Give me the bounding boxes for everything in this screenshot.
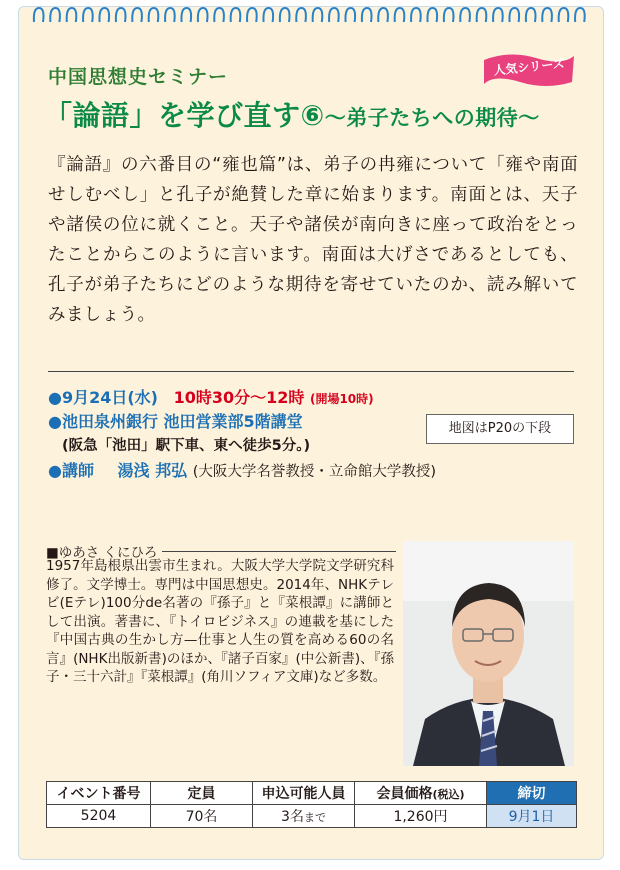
spiral-loop [542, 8, 552, 22]
event-access [62, 434, 310, 455]
spiral-loop [378, 8, 388, 22]
bio-text: 1957年島根県出雲市生まれ。大阪大学大学院文学研究科修了。文学博士。専門は中国思想史。2014年、NHKテレビ(Eテレ)100分de名著の『孫子』と『菜根譚』に講師として出演。著書に、『トイロビジネス』の連載を基にした『中国古典の生かし方—仕事と人生の質を高める60の名言』(NHK出版新書)のほか、『諸子百家』(中公新書)、『孫子・三十六計』『菜根譚』(角川ソフィア文庫)など多数。 [46, 558, 394, 685]
page-title [44, 94, 540, 134]
spiral-loop [329, 8, 339, 22]
lecturer-label: ●講師 [48, 461, 94, 480]
spiral-loop [34, 8, 44, 22]
event-date: ●9月24日(水) [48, 388, 158, 407]
member-price-tax-note: (税込) [432, 788, 465, 801]
spiral-loop [165, 8, 175, 22]
header-deadline: 締切 [487, 782, 577, 805]
cell-deadline: 9月1日 [487, 805, 577, 828]
spiral-loop [247, 8, 257, 22]
header-member-price [355, 782, 487, 805]
cell-capacity: 70名 [151, 805, 253, 828]
spiral-loop [493, 8, 503, 22]
lecturer-name: 湯浅 邦弘 [117, 461, 188, 480]
spiral-loop [427, 8, 437, 22]
event-time: 10時30分〜12時 [173, 388, 305, 407]
spiral-loop [362, 8, 372, 22]
spiral-binding [30, 4, 590, 26]
event-date-row [48, 385, 374, 408]
divider [48, 371, 574, 372]
available-count: 3名 [281, 809, 304, 825]
spiral-loop [526, 8, 536, 22]
spiral-loop [509, 8, 519, 22]
spiral-loop [99, 8, 109, 22]
spiral-loop [263, 8, 273, 22]
event-venue: ●池田泉州銀行 池田営業部5階講堂 [48, 412, 303, 431]
spiral-loop [67, 8, 77, 22]
spiral-loop [411, 8, 421, 22]
spiral-loop [198, 8, 208, 22]
map-note: 地図はP20の下段 [426, 414, 574, 444]
lecturer-row [48, 458, 436, 481]
event-info-table [46, 781, 577, 828]
spiral-loop [575, 8, 585, 22]
header-available: 申込可能人員 [253, 782, 355, 805]
title-sub: 〜弟子たちへの期待〜 [324, 106, 540, 130]
series-title: 中国思想史セミナー [48, 66, 229, 88]
spiral-loop [214, 8, 224, 22]
member-price-label: 会員価格 [376, 786, 433, 802]
table-row [47, 805, 577, 828]
bio-heading-line [162, 551, 396, 552]
bio-heading-text: ■ゆあさ くにひろ [46, 545, 158, 561]
spiral-loop [313, 8, 323, 22]
cell-event-number: 5204 [47, 805, 151, 828]
spiral-loop [444, 8, 454, 22]
spiral-loop [181, 8, 191, 22]
spiral-loop [231, 8, 241, 22]
spiral-loop [116, 8, 126, 22]
event-open-time: (開場10時) [309, 392, 374, 406]
spiral-loop [395, 8, 405, 22]
spiral-loop [296, 8, 306, 22]
lecturer-photo [403, 541, 574, 766]
intro-paragraph: 『論語』の六番目の“雍也篇”は、弟子の冉雍について「雍や南面せしむべし」と孔子が絶賛した章に始まります。南面とは、天子や諸侯の位に就くこと。天子や諸侯が南向きに座って政治をとったことからこのように言います。南面は大げさであるとしても、孔子が弟子たちにどのような期待を寄せていたのか、読み解いてみましょう。 [48, 155, 578, 325]
spiral-loop [477, 8, 487, 22]
spiral-loop [559, 8, 569, 22]
spiral-loop [280, 8, 290, 22]
spiral-loop [345, 8, 355, 22]
spiral-loop [460, 8, 470, 22]
header-event-number: イベント番号 [47, 782, 151, 805]
popular-series-badge: 人気シリーズ [492, 56, 566, 78]
intro-text [48, 150, 578, 330]
lecturer-portrait-image [403, 541, 574, 766]
header-capacity: 定員 [151, 782, 253, 805]
table-header-row [47, 782, 577, 805]
cell-available [253, 805, 355, 828]
spiral-loop [50, 8, 60, 22]
cell-member-price: 1,260円 [355, 805, 487, 828]
available-suffix: まで [303, 811, 326, 824]
access-text: (阪急「池田」駅下車、東へ徒歩5分。) [62, 438, 311, 454]
title-main: 「論語」を学び直す⑥ [44, 99, 325, 132]
spiral-loop [83, 8, 93, 22]
spiral-loop [132, 8, 142, 22]
lecturer-title: (大阪大学名誉教授・立命館大学教授) [192, 464, 437, 480]
spiral-loop [149, 8, 159, 22]
lecturer-bio [46, 557, 394, 687]
